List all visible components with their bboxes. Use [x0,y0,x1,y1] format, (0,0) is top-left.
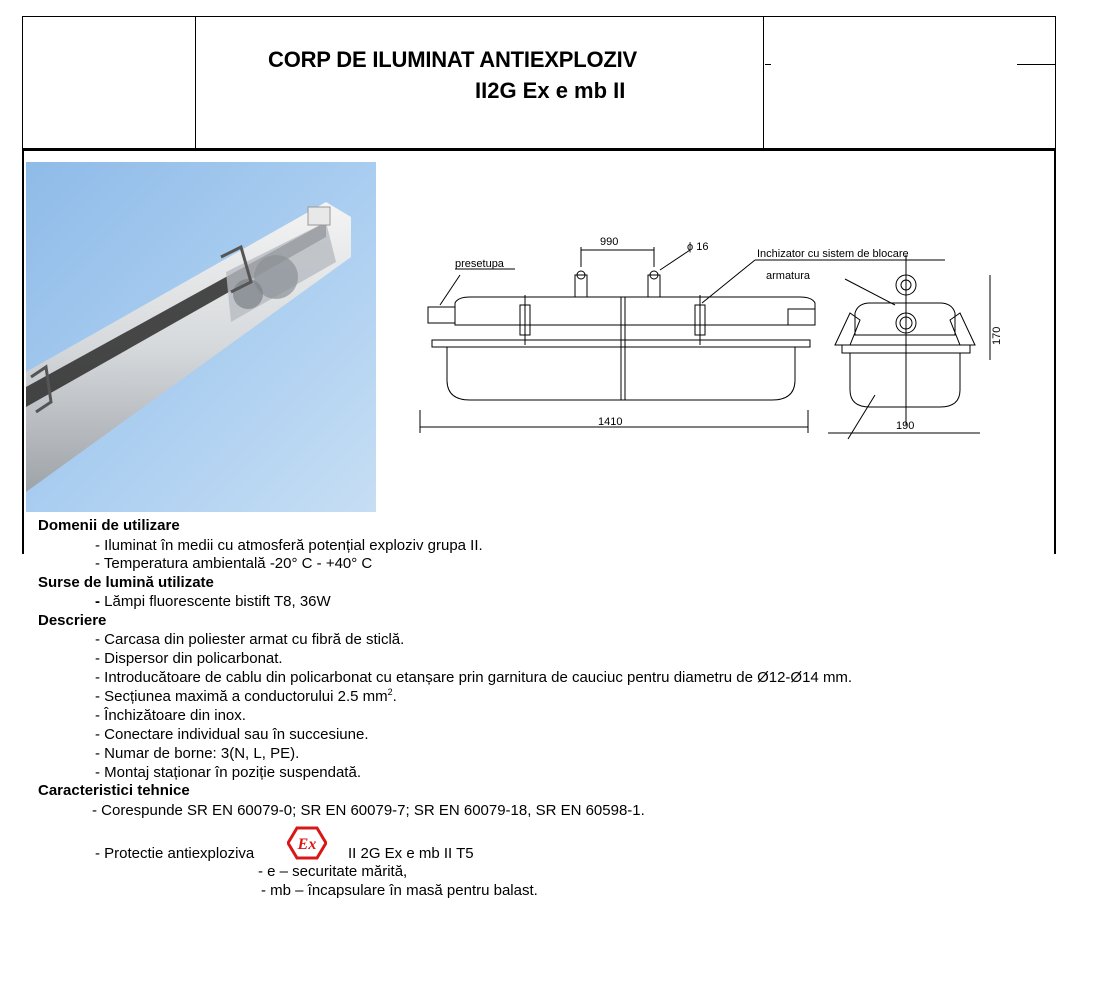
ex-symbol-icon [287,826,327,860]
list-item: - Introducătoare de cablu din policarbonat cu etanșare prin garnitura de cauciuc pentru diametru de Ø12-Ø14 mm. [95,669,853,686]
dim-190: 190 [896,420,915,432]
heading-caracteristici: Caracteristici tehnice [38,782,190,799]
list-item: - Numar de borne: 3(N, L, PE). [95,745,300,762]
protectie-value: II 2G Ex e mb II T5 [348,845,474,862]
list-item [95,687,397,706]
list-item [95,592,331,611]
header-frame [22,16,1056,149]
label-presetupa: presetupa [455,258,504,270]
list-item: - Iluminat în medii cu atmosferă potențial exploziv grupa II. [95,537,483,554]
punctuation: . [392,688,397,705]
heading-descriere: Descriere [38,612,107,629]
list-item-text: - Secțiunea maximă a conductorului 2.5 mm [95,688,388,705]
dim-990: 990 [600,236,619,248]
ex-symbol-text: Ex [297,836,317,853]
header-divider-right [763,17,764,148]
list-item: - Carcasa din poliester armat cu fibră de sticlă. [95,631,405,648]
dim-phi16: ϕ 16 [687,241,709,253]
page-title: CORP DE ILUMINAT ANTIEXPLOZIV [268,47,638,72]
list-item: - Montaj staționar în poziție suspendată. [95,764,361,781]
heading-domenii: Domenii de utilizare [38,517,180,534]
superscript: 2 [387,687,393,697]
heading-surse: Surse de lumină utilizate [38,574,214,591]
list-item: - Temperatura ambientală -20° C - +40° C [95,555,373,572]
technical-drawing [410,195,1030,450]
label-armatura: armatura [766,270,811,282]
header-tick [1017,64,1055,65]
list-item: - Conectare individual sau în succesiune. [95,726,369,743]
list-item: - Închizătoare din inox. [95,707,246,724]
list-dash: - [95,593,100,610]
dim-1410: 1410 [598,416,623,428]
list-item-text: Lămpi fluorescente bistift T8, 36W [104,593,331,610]
protectie-mb: - mb – încapsulare în masă pentru balast. [261,882,538,899]
page-subtitle: II2G Ex e mb II [475,78,626,103]
product-photo [26,162,376,512]
protectie-e: - e – securitate mărită, [258,863,408,880]
dim-170: 170 [991,326,1003,345]
header-tick [765,64,771,65]
standards-text: - Corespunde SR EN 60079-0; SR EN 60079-7; SR EN 60079-18, SR EN 60598-1. [92,802,645,819]
label-inchizator: Inchizator cu sistem de blocare [757,248,909,260]
header-divider-left [195,17,196,148]
protectie-label: - Protectie antiexploziva [95,845,255,862]
list-item: - Dispersor din policarbonat. [95,650,283,667]
